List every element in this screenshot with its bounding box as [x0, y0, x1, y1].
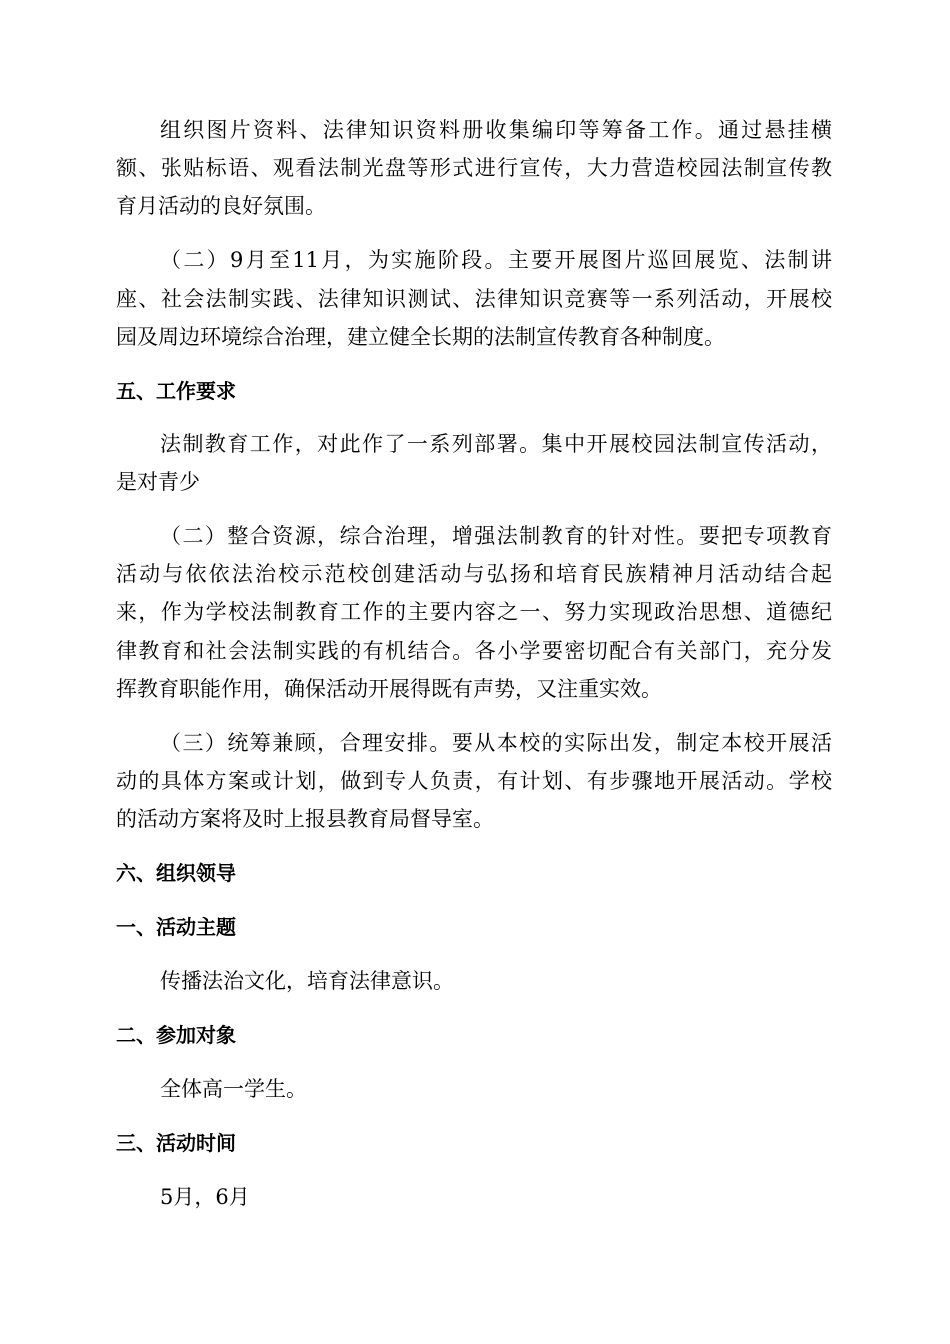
paragraph-line: 座、社会法制实践、法律知识测试、法律知识竞赛等一系列活动，开展校 [116, 287, 832, 311]
paragraph-line: 动的具体方案或计划，做到专人负责，有计划、有步骤地开展活动。学校 [116, 769, 832, 793]
paragraph-line: （二）整合资源，综合治理，增强法制教育的针对性。要把专项教育 [160, 524, 832, 548]
paragraph-line: 额、张贴标语、观看法制光盘等形式进行宣传，大力营造校园法制宣传教 [116, 156, 832, 180]
paragraph-line: 组织图片资料、法律知识资料册收集编印等筹备工作。通过悬挂横 [160, 118, 832, 142]
paragraph-line: （二）9月至11月，为实施阶段。主要开展图片巡回展览、法制讲 [160, 248, 832, 272]
paragraph-line: 全体高一学生。 [160, 1077, 307, 1101]
paragraph-line: 律教育和社会法制实践的有机结合。各小学要密切配合有关部门，充分发 [116, 639, 832, 663]
paragraph-line: （三）统筹兼顾，合理安排。要从本校的实际出发，制定本校开展活 [160, 731, 832, 755]
paragraph-line: 育月活动的良好氛围。 [116, 194, 326, 218]
section-heading: 二、参加对象 [116, 1023, 236, 1047]
paragraph-line: 的活动方案将及时上报县教育局督导室。 [116, 807, 494, 831]
paragraph-line: 挥教育职能作用，确保活动开展得既有声势，又注重实效。 [116, 677, 662, 701]
section-heading: 五、工作要求 [116, 379, 236, 403]
section-heading: 三、活动时间 [116, 1131, 236, 1155]
paragraph-line: 活动与依依法治校示范校创建活动与弘扬和培育民族精神月活动结合起 [116, 562, 832, 586]
paragraph-line: 是对青少 [116, 470, 200, 494]
section-heading: 六、组织领导 [116, 861, 236, 885]
paragraph-line: 传播法治文化，培育法律意识。 [160, 969, 454, 993]
paragraph-line: 5月，6月 [160, 1185, 250, 1209]
paragraph-line: 来，作为学校法制教育工作的主要内容之一、努力实现政治思想、道德纪 [116, 600, 832, 624]
section-heading: 一、活动主题 [116, 915, 236, 939]
paragraph-line: 法制教育工作，对此作了一系列部署。集中开展校园法制宣传活动， [160, 432, 832, 456]
paragraph-line: 园及周边环境综合治理，建立健全长期的法制宣传教育各种制度。 [116, 325, 725, 349]
